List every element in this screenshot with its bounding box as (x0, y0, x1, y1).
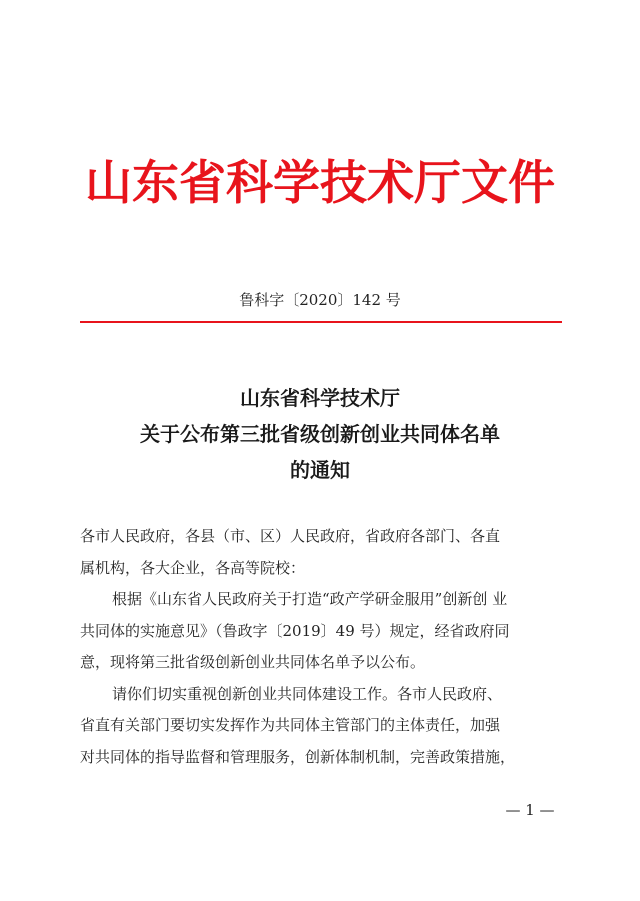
notice-body (80, 521, 566, 773)
paragraph-2-line-1: 请你们切实重视创新创业共同体建设工作。各市人民政府、 (112, 684, 503, 703)
issuing-authority-header: 山东省科学技术厅文件 (85, 156, 555, 211)
title-line-1: 山东省科学技术厅 (240, 386, 400, 410)
paragraph-requirements (80, 679, 566, 774)
paragraph-1-line-2: 共同体的实施意见》（鲁政字〔2019〕49 号）规定，经省政府同 (80, 621, 510, 640)
notice-title (0, 380, 640, 488)
addressee-paragraph (80, 521, 566, 584)
paragraph-1-line-1: 根据《山东省人民政府关于打造“政产学研金服用”创新创 业 (112, 590, 508, 608)
paragraph-1-line-3: 意，现将第三批省级创新创业共同体名单予以公布。 (80, 653, 426, 671)
addressee-line-2: 属机构，各大企业，各高等院校： (80, 558, 306, 577)
addressee-line-1: 各市人民政府，各县（市、区）人民政府，省政府各部门、各直 (80, 527, 501, 545)
title-line-3: 的通知 (290, 458, 350, 482)
page-number: — 1 — (505, 801, 555, 819)
title-line-2: 关于公布第三批省级创新创业共同体名单 (140, 422, 500, 446)
paragraph-2-line-2: 省直有关部门要切实发挥作为共同体主管部门的主体责任，加强 (80, 716, 501, 734)
red-separator-line (80, 321, 562, 323)
document-number: 鲁科字〔2020〕142 号 (239, 291, 401, 309)
paragraph-2-line-3: 对共同体的指导监督和管理服务，创新体制机制，完善政策措施， (80, 747, 516, 766)
paragraph-basis (80, 584, 566, 679)
